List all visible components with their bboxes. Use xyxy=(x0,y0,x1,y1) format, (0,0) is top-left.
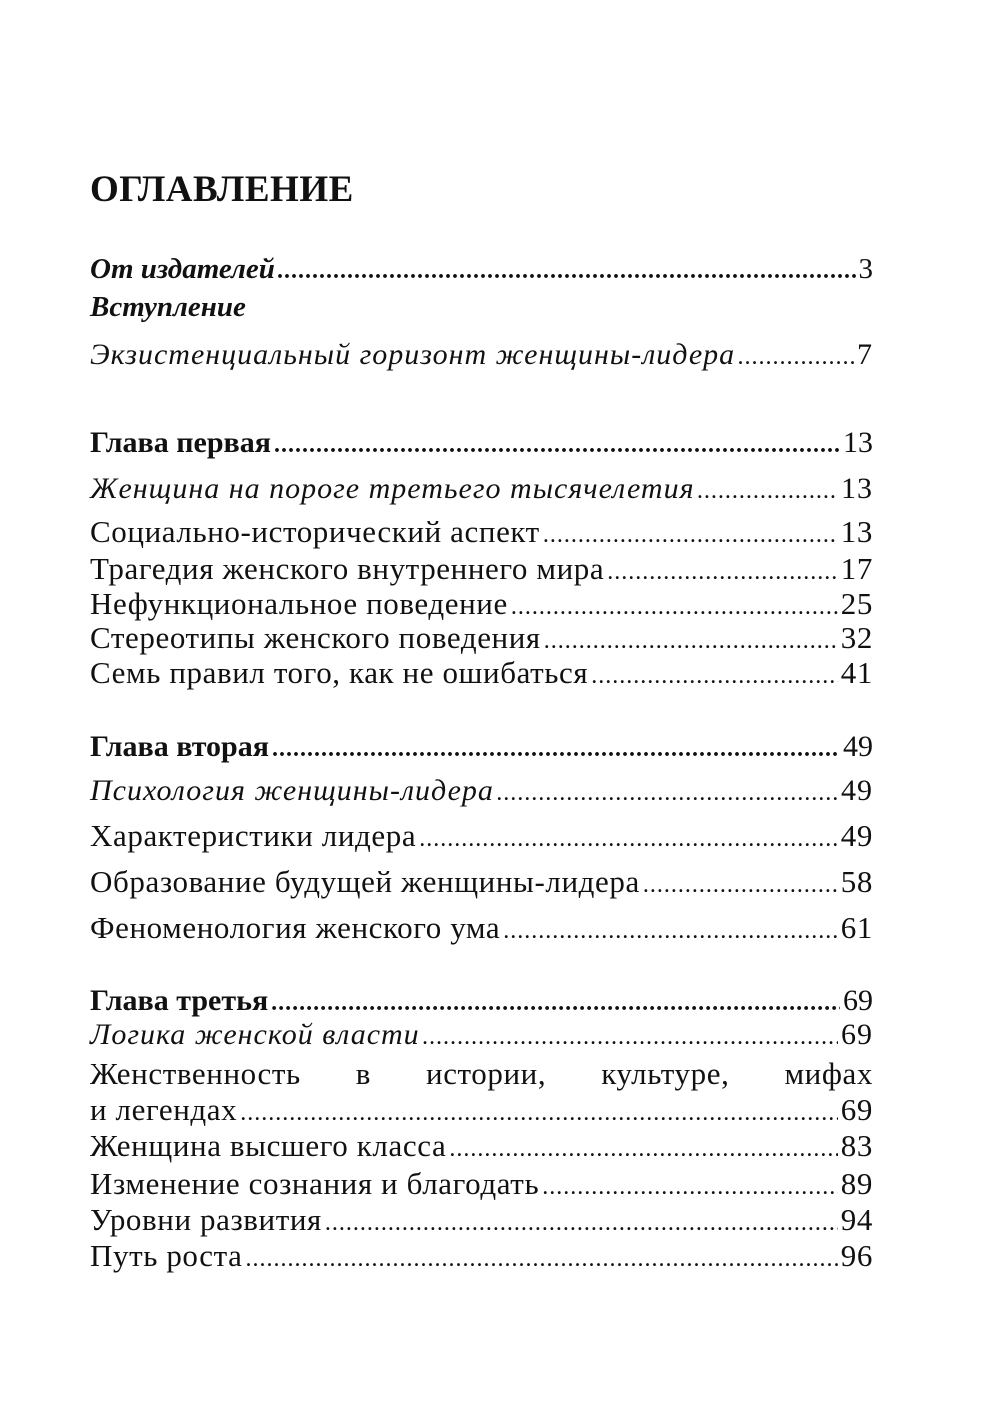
entry-label: Вступление xyxy=(90,291,246,323)
page-number: 69 xyxy=(841,1018,873,1051)
page-number: 32 xyxy=(840,620,873,655)
dot-leader xyxy=(419,827,838,851)
chapter-subtitle: Женщина на пороге третьего тысячелетия xyxy=(90,472,695,505)
page-number: 69 xyxy=(840,1092,873,1127)
dot-leader xyxy=(240,1101,838,1125)
section-label: Уровни развития xyxy=(90,1202,322,1237)
section-word: культуре, xyxy=(601,1056,730,1091)
toc-chapter-3-subtitle[interactable] xyxy=(90,1020,873,1050)
toc-entry-publishers[interactable] xyxy=(90,255,873,284)
page-number: 83 xyxy=(840,1128,873,1163)
page-title: ОГЛАВЛЕНИЕ xyxy=(90,169,354,210)
chapter-heading: Глава третья xyxy=(90,984,269,1017)
toc-section[interactable] xyxy=(90,820,873,851)
dot-leader xyxy=(274,433,840,457)
section-word: Женственность xyxy=(90,1056,301,1091)
section-label: Семь правил того, как не ошибаться xyxy=(90,655,589,690)
toc-section[interactable] xyxy=(90,1094,873,1125)
page-number: 49 xyxy=(841,774,873,807)
dot-leader xyxy=(497,781,838,805)
page-number: 49 xyxy=(840,818,873,853)
dot-leader xyxy=(423,1025,838,1049)
toc-chapter-1-subtitle[interactable] xyxy=(90,474,873,504)
dot-leader xyxy=(272,737,840,761)
page-number: 69 xyxy=(843,984,873,1017)
page-number: 25 xyxy=(840,586,873,621)
dot-leader xyxy=(503,919,838,943)
page-number: 7 xyxy=(857,338,873,371)
toc-chapter-1[interactable] xyxy=(90,428,873,458)
section-label: Женщина высшего класса xyxy=(90,1128,447,1163)
toc-chapter-2-subtitle[interactable] xyxy=(90,776,873,806)
toc-entry-existential-horizon[interactable] xyxy=(90,340,873,370)
dot-leader xyxy=(278,259,856,283)
chapter-heading: Глава вторая xyxy=(90,730,269,763)
dot-leader xyxy=(542,1175,838,1199)
toc-section[interactable] xyxy=(90,1240,873,1271)
toc-chapter-2[interactable] xyxy=(90,732,873,762)
toc-section[interactable] xyxy=(90,516,873,547)
chapter-heading: Глава первая xyxy=(90,426,271,459)
page-number: 61 xyxy=(840,910,873,945)
entry-label: Экзистенциальный горизонт женщины-лидера xyxy=(90,338,736,371)
dot-leader xyxy=(591,664,838,688)
page-number: 17 xyxy=(840,551,873,586)
dot-leader xyxy=(607,560,838,584)
section-label: Нефункциональное поведение xyxy=(90,586,508,621)
section-label: и легендах xyxy=(90,1092,238,1127)
chapter-subtitle: Психология женщины-лидера xyxy=(90,774,494,807)
chapter-subtitle: Логика женской власти xyxy=(90,1018,420,1051)
toc-section[interactable] xyxy=(90,1130,873,1161)
dot-leader xyxy=(698,479,838,503)
page-number: 94 xyxy=(840,1202,873,1237)
section-word: мифах xyxy=(784,1056,873,1091)
toc-section[interactable] xyxy=(90,588,873,619)
page-number: 96 xyxy=(840,1238,873,1273)
toc-section[interactable] xyxy=(90,1168,873,1199)
section-word: в xyxy=(355,1056,372,1091)
section-label: Стереотипы женского поведения xyxy=(90,620,541,655)
dot-leader xyxy=(511,595,838,619)
toc-chapter-3[interactable] xyxy=(90,986,873,1016)
section-label: Характеристики лидера xyxy=(90,818,417,853)
page-number: 13 xyxy=(840,514,873,549)
section-label: Изменение сознания и благодать xyxy=(90,1166,540,1201)
toc-section[interactable] xyxy=(90,622,873,653)
dot-leader xyxy=(271,991,840,1015)
section-label: Образование будущей женщины-лидера xyxy=(90,864,640,899)
toc-section[interactable] xyxy=(90,553,873,584)
page-number: 49 xyxy=(843,730,873,763)
page-number: 13 xyxy=(841,472,873,505)
dot-leader xyxy=(738,345,854,369)
page-number: 41 xyxy=(840,655,873,690)
dot-leader xyxy=(449,1137,837,1161)
toc-section-first-line[interactable] xyxy=(90,1058,873,1089)
toc-entry-introduction[interactable] xyxy=(90,293,246,322)
toc-section[interactable] xyxy=(90,912,873,943)
section-label: Путь роста xyxy=(90,1238,243,1273)
dot-leader xyxy=(325,1211,838,1235)
section-label: Социально-исторический аспект xyxy=(90,514,540,549)
dot-leader xyxy=(246,1247,838,1271)
dot-leader xyxy=(544,629,838,653)
dot-leader xyxy=(543,523,838,547)
dot-leader xyxy=(643,873,838,897)
toc-section[interactable] xyxy=(90,866,873,897)
toc-section[interactable] xyxy=(90,1204,873,1235)
page-number: 3 xyxy=(858,253,873,285)
toc-section[interactable] xyxy=(90,657,873,688)
page-number: 58 xyxy=(840,864,873,899)
section-label: Трагедия женского внутреннего мира xyxy=(90,551,605,586)
section-label: Феноменология женского ума xyxy=(90,910,501,945)
page-number: 13 xyxy=(843,426,873,459)
page-number: 89 xyxy=(840,1166,873,1201)
section-word: истории, xyxy=(426,1056,547,1091)
entry-label: От издателей xyxy=(90,253,275,285)
